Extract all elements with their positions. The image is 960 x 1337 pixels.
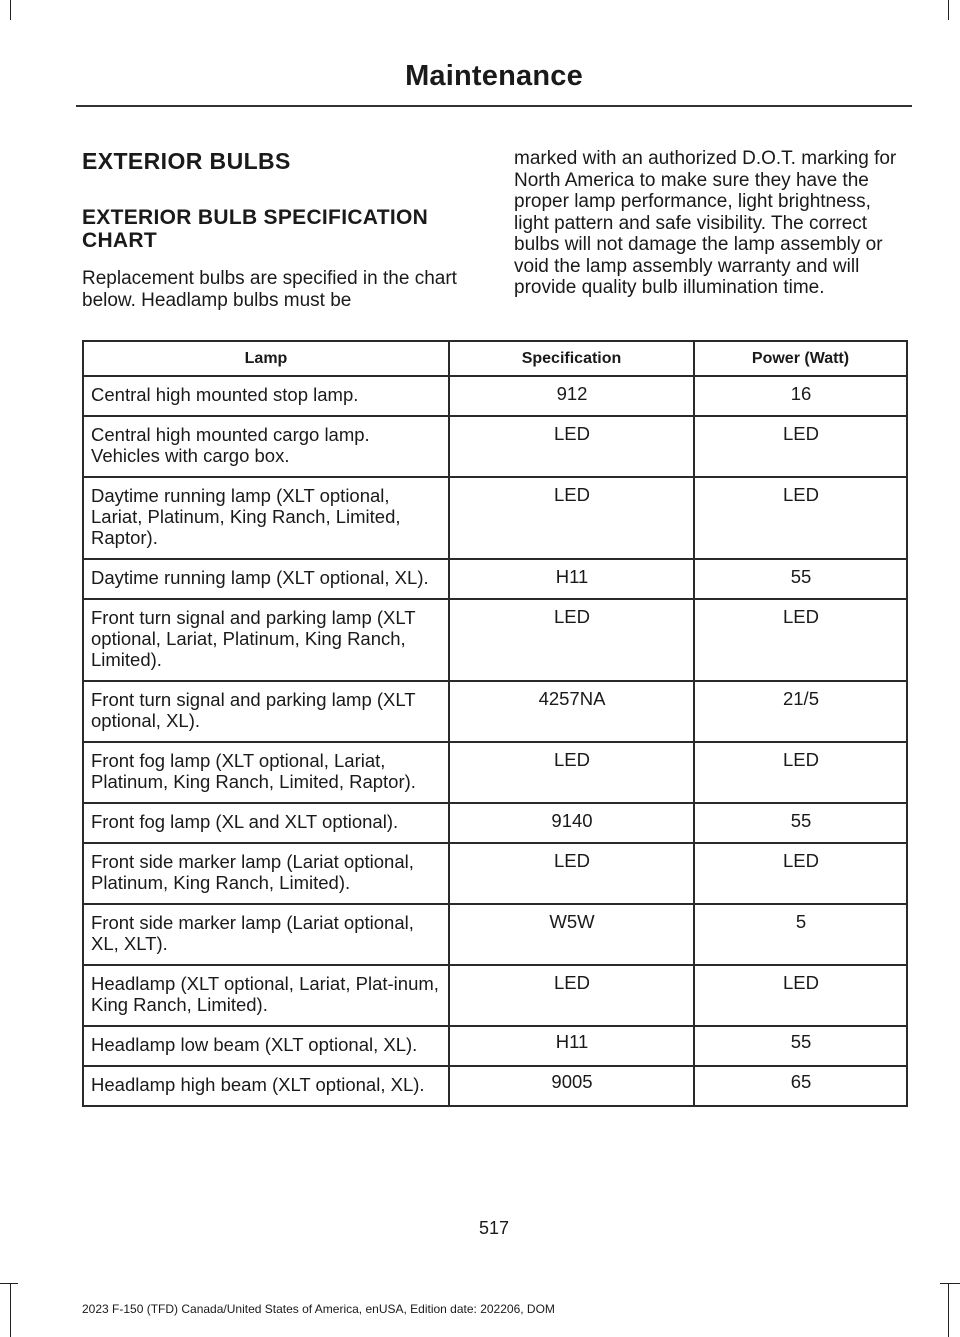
table-row <box>83 681 907 742</box>
table-row <box>83 1066 907 1106</box>
lamp-cell: Front turn signal and parking lamp (XLT optional, Lariat, Platinum, King Ranch, Limited). <box>83 599 449 681</box>
section-title: EXTERIOR BULBS <box>82 148 291 174</box>
power-cell: 55 <box>694 1026 907 1066</box>
power-cell: LED <box>694 965 907 1026</box>
table-row <box>83 376 907 416</box>
column-header-specification: Specification <box>449 341 694 376</box>
lamp-cell: Front fog lamp (XLT optional, Lariat, Platinum, King Ranch, Limited, Raptor). <box>83 742 449 803</box>
power-cell: 65 <box>694 1066 907 1106</box>
lamp-cell: Headlamp low beam (XLT optional, XL). <box>83 1026 449 1066</box>
page-number: 517 <box>478 1218 510 1238</box>
power-cell: LED <box>694 843 907 904</box>
footer-edition-info: 2023 F-150 (TFD) Canada/United States of America, enUSA, Edition date: 202206, DOM <box>82 1302 555 1316</box>
bulb-specification-table <box>82 340 908 1107</box>
power-cell: LED <box>694 477 907 559</box>
spec-cell: LED <box>449 599 694 681</box>
table-row <box>83 965 907 1026</box>
table-row <box>83 599 907 681</box>
table-row <box>83 559 907 599</box>
spec-cell: W5W <box>449 904 694 965</box>
spec-cell: 4257NA <box>449 681 694 742</box>
crop-mark <box>10 1283 11 1337</box>
spec-cell: LED <box>449 843 694 904</box>
table-row <box>83 803 907 843</box>
spec-cell: LED <box>449 477 694 559</box>
column-header-power: Power (Watt) <box>694 341 907 376</box>
lamp-cell: Front turn signal and parking lamp (XLT optional, XL). <box>83 681 449 742</box>
lamp-cell: Front side marker lamp (Lariat optional, Platinum, King Ranch, Limited). <box>83 843 449 904</box>
crop-mark <box>948 0 949 20</box>
spec-cell: LED <box>449 965 694 1026</box>
power-cell: LED <box>694 599 907 681</box>
intro-paragraph-left: Replacement bulbs are specified in the chart below. Headlamp bulbs must be <box>82 268 457 311</box>
lamp-cell: Headlamp high beam (XLT optional, XL). <box>83 1066 449 1106</box>
header-divider <box>76 105 912 107</box>
crop-mark <box>10 0 11 20</box>
spec-cell: LED <box>449 742 694 803</box>
spec-cell: H11 <box>449 1026 694 1066</box>
lamp-cell: Central high mounted cargo lamp. Vehicles with cargo box. <box>83 416 449 477</box>
lamp-cell: Daytime running lamp (XLT optional, XL). <box>83 559 449 599</box>
table-header-row <box>83 341 907 376</box>
spec-cell: 9005 <box>449 1066 694 1106</box>
table-row <box>83 904 907 965</box>
lamp-cell: Headlamp (XLT optional, Lariat, Plat-inum, King Ranch, Limited). <box>83 965 449 1026</box>
table-row <box>83 742 907 803</box>
subsection-title: EXTERIOR BULB SPECIFICATION CHART <box>82 206 429 252</box>
power-cell: 55 <box>694 559 907 599</box>
table-row <box>83 1026 907 1066</box>
power-cell: 21/5 <box>694 681 907 742</box>
lamp-cell: Central high mounted stop lamp. <box>83 376 449 416</box>
table-row <box>83 477 907 559</box>
table-row <box>83 843 907 904</box>
spec-cell: 9140 <box>449 803 694 843</box>
crop-mark <box>948 1283 949 1337</box>
table-row <box>83 416 907 477</box>
power-cell: LED <box>694 416 907 477</box>
lamp-cell: Front fog lamp (XL and XLT optional). <box>83 803 449 843</box>
power-cell: 55 <box>694 803 907 843</box>
crop-mark <box>940 1283 960 1284</box>
spec-cell: H11 <box>449 559 694 599</box>
lamp-cell: Daytime running lamp (XLT optional, Lariat, Platinum, King Ranch, Limited, Raptor). <box>83 477 449 559</box>
intro-paragraph-right: marked with an authorized D.O.T. marking for North America to make sure they have the proper lamp performance, light brightness, light pattern and safe visibility. The correct bulbs will not damage the lamp assembly or void the lamp assembly warranty and will provide quality bulb illumination time. <box>514 148 897 298</box>
power-cell: 5 <box>694 904 907 965</box>
page-header-title: Maintenance <box>405 60 583 92</box>
column-header-lamp: Lamp <box>83 341 449 376</box>
spec-cell: LED <box>449 416 694 477</box>
crop-mark <box>0 1283 18 1284</box>
power-cell: LED <box>694 742 907 803</box>
power-cell: 16 <box>694 376 907 416</box>
lamp-cell: Front side marker lamp (Lariat optional, XL, XLT). <box>83 904 449 965</box>
spec-cell: 912 <box>449 376 694 416</box>
